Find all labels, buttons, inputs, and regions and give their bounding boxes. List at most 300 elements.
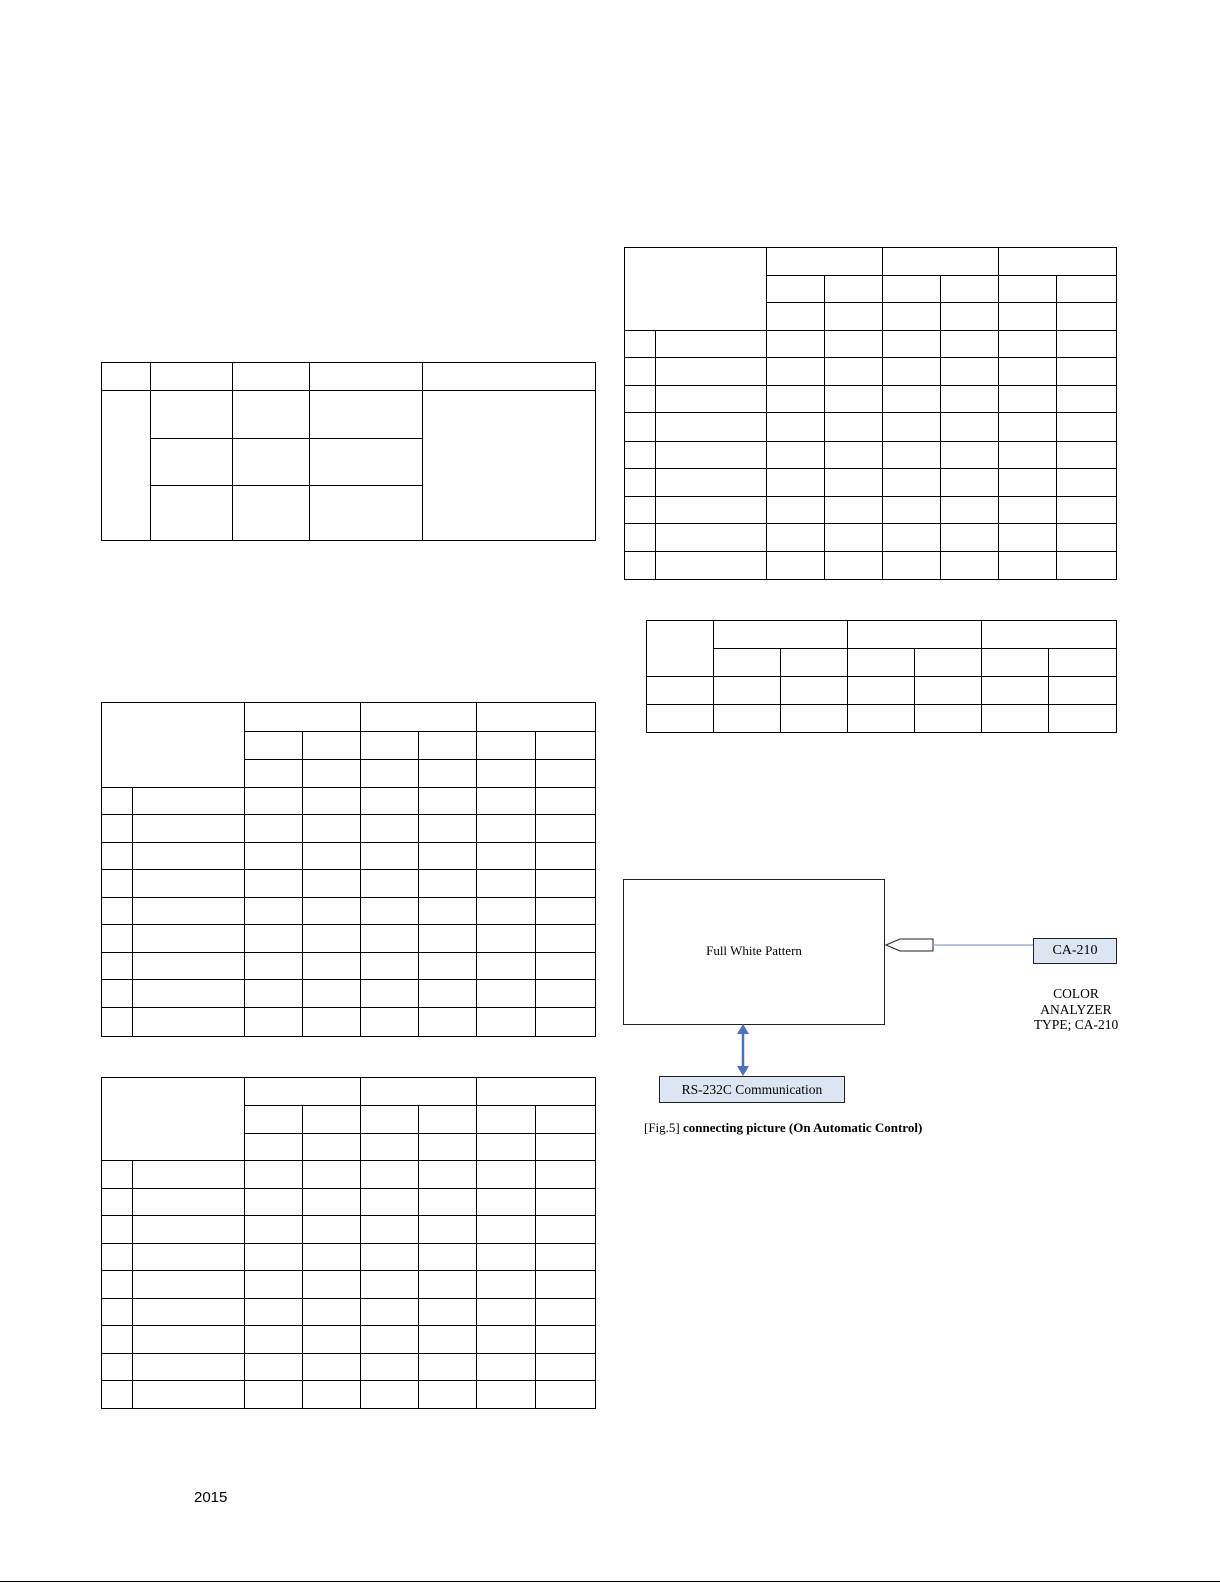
table-cell — [303, 732, 361, 760]
table-cell — [883, 496, 941, 523]
table-cell — [361, 925, 419, 953]
table-cell — [1057, 358, 1117, 386]
table-cell — [999, 441, 1057, 468]
table-cell — [133, 1271, 245, 1299]
table-cell — [419, 870, 477, 898]
table-cell — [245, 1161, 303, 1189]
table-cell — [133, 1381, 245, 1409]
table-cell — [536, 953, 596, 980]
table-cell — [133, 1008, 245, 1037]
table-cell — [245, 1008, 303, 1037]
table-row — [647, 649, 1117, 677]
table-cell — [361, 815, 419, 843]
table-row — [647, 705, 1117, 733]
table-cell — [419, 1354, 477, 1381]
table-row — [647, 621, 1117, 649]
table-cell — [941, 523, 999, 551]
table-cell — [102, 363, 151, 391]
table-row — [625, 386, 1117, 413]
table-cell — [419, 1134, 477, 1161]
table-cell — [999, 496, 1057, 523]
table-cell — [233, 486, 310, 541]
table-cell — [102, 1008, 133, 1037]
table-cell — [361, 1078, 477, 1106]
color-temp-table-1 — [101, 702, 596, 1037]
table-cell — [310, 363, 423, 391]
table-cell — [767, 413, 825, 441]
table-cell — [883, 276, 941, 303]
table-cell — [361, 1354, 419, 1381]
table-cell — [767, 331, 825, 358]
table-cell — [245, 703, 361, 732]
table-cell — [245, 732, 303, 760]
table-cell — [1057, 551, 1117, 579]
table-cell — [656, 441, 767, 468]
table-cell — [477, 1216, 536, 1244]
table-cell — [361, 898, 419, 925]
table-cell — [656, 551, 767, 579]
table-cell — [1057, 441, 1117, 468]
table-cell — [781, 649, 848, 677]
table-cell — [303, 953, 361, 980]
table-cell — [999, 331, 1057, 358]
table-cell — [102, 1216, 133, 1244]
table-cell — [477, 1299, 536, 1326]
table-cell — [245, 1078, 361, 1106]
table-row — [625, 551, 1117, 579]
table-cell — [625, 523, 656, 551]
color-analyzer-label: COLOR ANALYZER TYPE; CA-210 — [1033, 986, 1119, 1032]
table-row — [102, 1299, 596, 1326]
table-cell — [303, 1244, 361, 1271]
table-cell — [303, 1326, 361, 1354]
table-row — [625, 248, 1117, 276]
table-cell — [536, 980, 596, 1008]
table-cell — [361, 953, 419, 980]
table-cell — [883, 441, 941, 468]
table-cell — [477, 1189, 536, 1216]
table-cell — [848, 621, 982, 649]
table-cell — [714, 621, 848, 649]
table-cell — [941, 303, 999, 331]
table-cell — [245, 925, 303, 953]
probe-icon — [885, 937, 1035, 953]
table-cell — [915, 649, 982, 677]
table-cell — [825, 276, 883, 303]
table-row — [625, 496, 1117, 523]
table-cell — [714, 649, 781, 677]
table-cell — [883, 468, 941, 496]
spec-table-1 — [101, 362, 596, 541]
table-cell — [656, 468, 767, 496]
table-cell — [825, 386, 883, 413]
table-cell — [361, 1216, 419, 1244]
table-cell — [656, 358, 767, 386]
table-cell — [999, 413, 1057, 441]
table-cell — [941, 276, 999, 303]
table-row — [102, 1216, 596, 1244]
table-cell — [825, 303, 883, 331]
table-cell — [303, 1299, 361, 1326]
table-cell — [233, 439, 310, 486]
table-cell — [303, 980, 361, 1008]
table-cell — [477, 1381, 536, 1409]
table-cell — [825, 468, 883, 496]
table-row — [625, 413, 1117, 441]
table-cell — [102, 870, 133, 898]
table-cell — [767, 523, 825, 551]
table-cell — [941, 331, 999, 358]
table-cell — [245, 1189, 303, 1216]
table-row — [102, 1271, 596, 1299]
table-cell — [419, 815, 477, 843]
table-cell — [1049, 677, 1117, 705]
table-cell — [419, 1244, 477, 1271]
table-cell — [133, 1189, 245, 1216]
table-cell — [102, 925, 133, 953]
table-cell — [102, 980, 133, 1008]
table-cell — [536, 1216, 596, 1244]
table-cell — [245, 843, 303, 870]
table-cell — [883, 386, 941, 413]
table-cell — [941, 386, 999, 413]
table-cell — [133, 843, 245, 870]
table-row — [102, 1381, 596, 1409]
table-cell — [656, 331, 767, 358]
table-cell — [245, 1106, 303, 1134]
table-cell — [767, 276, 825, 303]
table-cell — [999, 523, 1057, 551]
table-cell — [536, 1008, 596, 1037]
table-cell — [419, 788, 477, 815]
table-cell — [133, 980, 245, 1008]
table-cell — [999, 276, 1057, 303]
table-cell — [303, 898, 361, 925]
table-cell — [133, 898, 245, 925]
footer-year: 2015 — [194, 1489, 228, 1506]
table-row — [102, 1161, 596, 1189]
table-cell — [245, 1271, 303, 1299]
table-cell — [151, 363, 233, 391]
table-row — [102, 843, 596, 870]
table-cell — [303, 1271, 361, 1299]
table-cell — [999, 386, 1057, 413]
table-cell — [419, 843, 477, 870]
table-cell — [781, 705, 848, 733]
table-cell — [647, 705, 714, 733]
table-cell — [848, 677, 915, 705]
table-cell — [767, 496, 825, 523]
table-cell — [656, 523, 767, 551]
table-cell — [361, 788, 419, 815]
table-cell — [419, 925, 477, 953]
table-cell — [310, 439, 423, 486]
table-cell — [419, 1326, 477, 1354]
table-cell — [151, 486, 233, 541]
table-cell — [102, 1189, 133, 1216]
table-cell — [536, 1134, 596, 1161]
table-cell — [361, 980, 419, 1008]
table-cell — [656, 496, 767, 523]
table-cell — [1049, 705, 1117, 733]
table-cell — [883, 523, 941, 551]
figure-caption — [644, 1120, 922, 1136]
table-cell — [102, 1381, 133, 1409]
table-cell — [419, 1008, 477, 1037]
table-row — [102, 925, 596, 953]
table-cell — [102, 1299, 133, 1326]
table-cell — [625, 496, 656, 523]
table-cell — [536, 815, 596, 843]
table-cell — [477, 703, 596, 732]
table-cell — [477, 1008, 536, 1037]
table-cell — [245, 1134, 303, 1161]
table-cell — [102, 815, 133, 843]
table-cell — [767, 248, 883, 276]
color-temp-table-3 — [624, 247, 1117, 580]
table-cell — [825, 441, 883, 468]
table-cell — [419, 1161, 477, 1189]
table-cell — [102, 1078, 245, 1161]
table-cell — [102, 953, 133, 980]
table-cell — [477, 1326, 536, 1354]
table-cell — [361, 1134, 419, 1161]
table-cell — [477, 1354, 536, 1381]
table-cell — [361, 1161, 419, 1189]
table-cell — [1057, 276, 1117, 303]
table-row — [647, 677, 1117, 705]
table-cell — [1057, 303, 1117, 331]
table-cell — [245, 1244, 303, 1271]
table-cell — [233, 363, 310, 391]
table-cell — [419, 980, 477, 1008]
table-cell — [245, 898, 303, 925]
table-cell — [303, 1216, 361, 1244]
pattern-label: Full White Pattern — [706, 943, 802, 958]
table-cell — [477, 760, 536, 788]
table-cell — [419, 1271, 477, 1299]
table-cell — [941, 358, 999, 386]
table-cell — [883, 303, 941, 331]
table-cell — [477, 788, 536, 815]
table-cell — [361, 1244, 419, 1271]
table-row — [102, 391, 596, 439]
table-cell — [1049, 649, 1117, 677]
table-cell — [536, 760, 596, 788]
ca210-box: CA-210 — [1033, 938, 1117, 964]
table-row — [102, 363, 596, 391]
table-cell — [982, 677, 1049, 705]
table-cell — [133, 1299, 245, 1326]
rs232c-box: RS-232C Communication — [659, 1076, 845, 1103]
table-cell — [536, 925, 596, 953]
table-cell — [303, 1381, 361, 1409]
footer-rule — [0, 1581, 1220, 1582]
double-arrow-icon — [733, 1024, 753, 1076]
table-cell — [245, 1354, 303, 1381]
table-cell — [477, 843, 536, 870]
table-cell — [477, 815, 536, 843]
table-cell — [915, 677, 982, 705]
figure-number: [Fig.5] — [644, 1120, 680, 1135]
table-cell — [419, 1216, 477, 1244]
connection-diagram — [620, 870, 1140, 1160]
table-row — [102, 980, 596, 1008]
table-cell — [303, 1134, 361, 1161]
table-row — [625, 331, 1117, 358]
table-cell — [625, 551, 656, 579]
table-cell — [102, 843, 133, 870]
table-cell — [361, 1008, 419, 1037]
table-cell — [714, 705, 781, 733]
table-row — [102, 1326, 596, 1354]
table-cell — [361, 870, 419, 898]
table-cell — [133, 1216, 245, 1244]
table-cell — [419, 1189, 477, 1216]
table-cell — [941, 551, 999, 579]
table-cell — [781, 677, 848, 705]
table-cell — [1057, 496, 1117, 523]
table-cell — [767, 551, 825, 579]
table-cell — [423, 363, 596, 391]
table-cell — [102, 1161, 133, 1189]
table-cell — [941, 413, 999, 441]
table-cell — [303, 1354, 361, 1381]
table-cell — [536, 870, 596, 898]
table-cell — [303, 843, 361, 870]
table-cell — [361, 1326, 419, 1354]
table-cell — [767, 441, 825, 468]
table-cell — [625, 248, 767, 331]
table-row — [102, 898, 596, 925]
table-cell — [625, 413, 656, 441]
table-cell — [102, 391, 151, 541]
table-cell — [133, 1161, 245, 1189]
table-cell — [303, 1106, 361, 1134]
table-cell — [536, 1161, 596, 1189]
table-cell — [647, 621, 714, 677]
figure-caption-text: connecting picture (On Automatic Control) — [683, 1120, 923, 1135]
table-cell — [825, 358, 883, 386]
table-cell — [102, 1244, 133, 1271]
table-cell — [656, 413, 767, 441]
table-cell — [625, 386, 656, 413]
table-cell — [883, 413, 941, 441]
table-cell — [102, 703, 245, 788]
table-cell — [999, 551, 1057, 579]
table-row — [625, 468, 1117, 496]
table-cell — [102, 788, 133, 815]
table-row — [102, 1008, 596, 1037]
table-cell — [941, 441, 999, 468]
table-row — [102, 1354, 596, 1381]
table-cell — [536, 1271, 596, 1299]
table-cell — [625, 358, 656, 386]
table-row — [102, 1078, 596, 1106]
table-cell — [133, 1354, 245, 1381]
table-cell — [361, 1106, 419, 1134]
table-cell — [477, 1244, 536, 1271]
table-cell — [310, 391, 423, 439]
table-cell — [999, 468, 1057, 496]
table-cell — [419, 760, 477, 788]
color-temp-table-small — [646, 620, 1117, 733]
table-cell — [941, 496, 999, 523]
table-cell — [102, 898, 133, 925]
table-cell — [245, 760, 303, 788]
table-row — [102, 953, 596, 980]
table-row — [102, 703, 596, 732]
table-cell — [245, 788, 303, 815]
table-cell — [361, 1299, 419, 1326]
table-cell — [1057, 413, 1117, 441]
table-cell — [477, 925, 536, 953]
table-cell — [303, 1008, 361, 1037]
table-cell — [982, 621, 1117, 649]
table-cell — [883, 248, 999, 276]
table-cell — [477, 1078, 596, 1106]
table-row — [102, 870, 596, 898]
table-cell — [941, 468, 999, 496]
table-cell — [245, 980, 303, 1008]
table-cell — [848, 705, 915, 733]
table-cell — [536, 1354, 596, 1381]
table-cell — [767, 468, 825, 496]
table-cell — [303, 925, 361, 953]
table-cell — [245, 1216, 303, 1244]
table-cell — [477, 870, 536, 898]
table-cell — [102, 1354, 133, 1381]
table-cell — [133, 1326, 245, 1354]
table-cell — [625, 468, 656, 496]
table-cell — [133, 925, 245, 953]
table-cell — [999, 358, 1057, 386]
table-cell — [102, 1271, 133, 1299]
table-cell — [133, 788, 245, 815]
table-cell — [245, 1299, 303, 1326]
table-cell — [714, 677, 781, 705]
table-cell — [477, 1271, 536, 1299]
table-cell — [1057, 468, 1117, 496]
table-cell — [419, 1299, 477, 1326]
table-cell — [477, 1134, 536, 1161]
table-cell — [982, 649, 1049, 677]
table-cell — [303, 788, 361, 815]
table-cell — [102, 1326, 133, 1354]
table-cell — [133, 815, 245, 843]
table-cell — [303, 815, 361, 843]
table-cell — [625, 331, 656, 358]
table-cell — [825, 413, 883, 441]
table-cell — [477, 980, 536, 1008]
table-cell — [825, 496, 883, 523]
table-cell — [536, 1299, 596, 1326]
table-cell — [245, 1381, 303, 1409]
table-cell — [656, 386, 767, 413]
table-cell — [419, 898, 477, 925]
table-row — [102, 788, 596, 815]
table-cell — [536, 732, 596, 760]
table-cell — [883, 331, 941, 358]
table-cell — [303, 760, 361, 788]
table-cell — [419, 953, 477, 980]
table-cell — [647, 677, 714, 705]
table-cell — [419, 1106, 477, 1134]
table-cell — [477, 1106, 536, 1134]
table-cell — [536, 1381, 596, 1409]
table-cell — [825, 331, 883, 358]
table-cell — [361, 843, 419, 870]
